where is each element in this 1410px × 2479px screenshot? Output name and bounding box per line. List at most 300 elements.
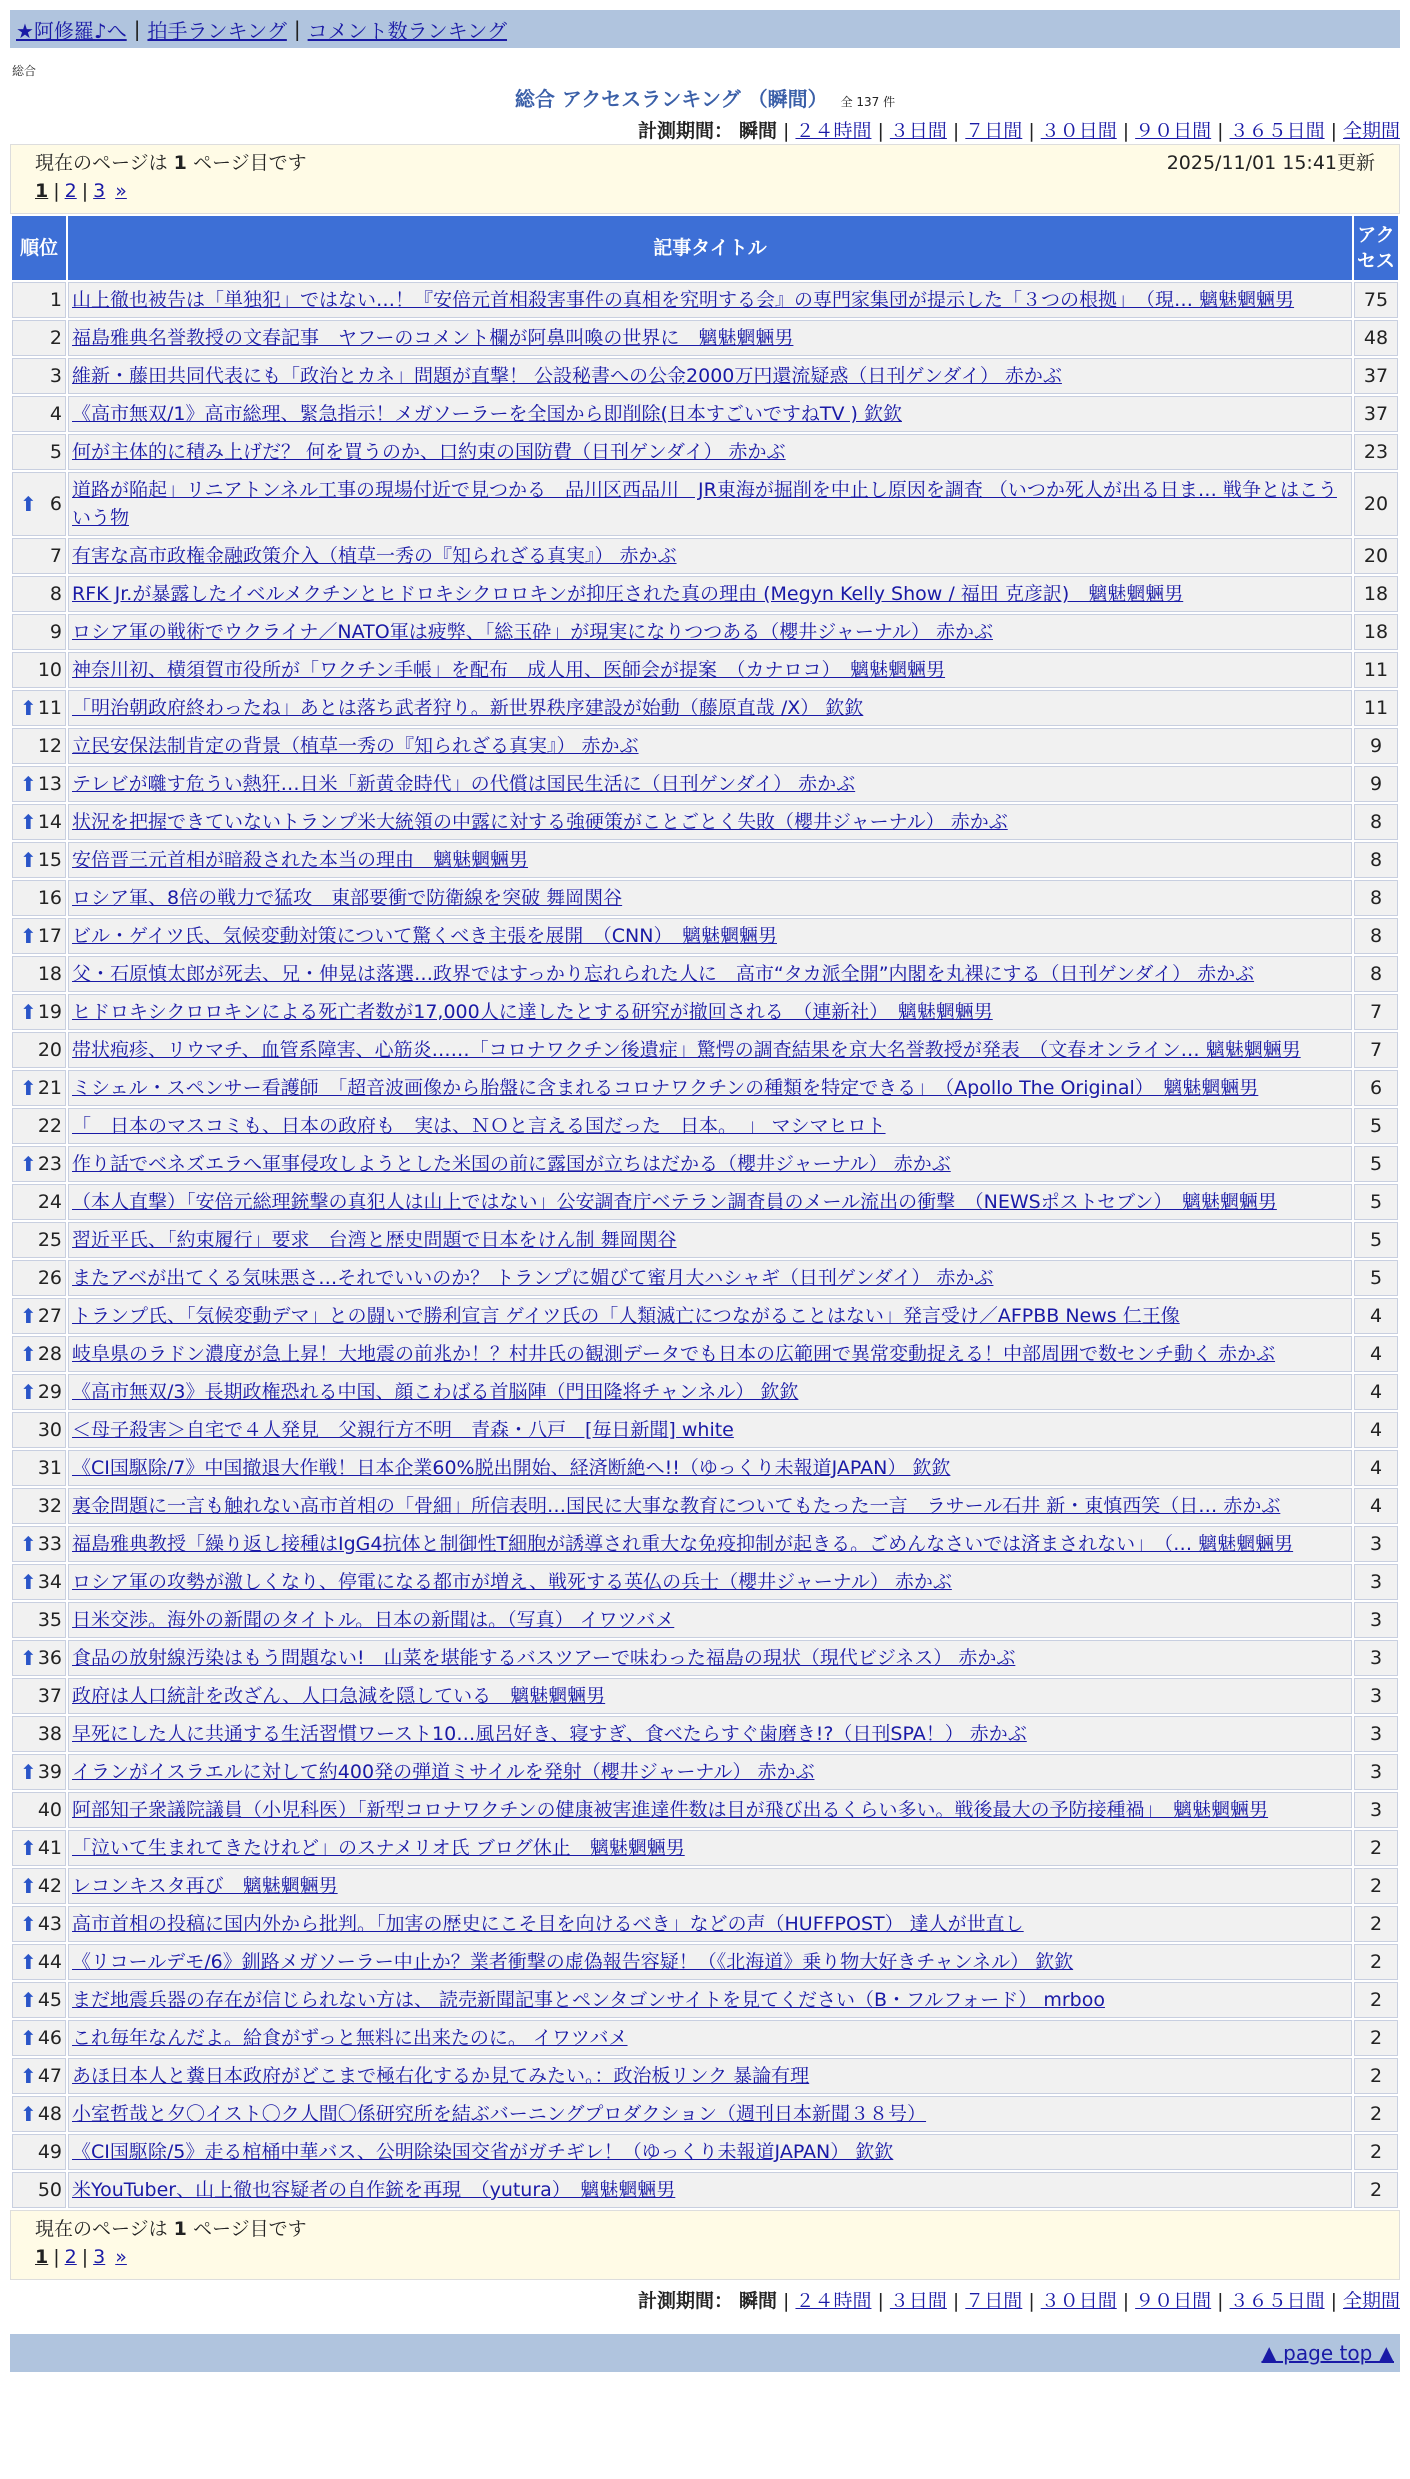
rank-number: 43 [37,1913,62,1935]
article-link[interactable]: 「 日本のマスコミも、日本の政府も 実は、ＮＯと言える国だった 日本。 」 マシマヒロト [72,1115,886,1137]
rank-cell [12,614,66,650]
article-link[interactable]: ロシア軍の攻勢が激しくなり、停電になる都市が増え、戦死する英仏の兵士（櫻井ジャーナル） 赤かぶ [72,1571,952,1593]
rank-up-arrow-icon: ⬆ [20,2102,37,2126]
pagination [35,177,1375,205]
period-separator: | [1028,120,1035,142]
rank-number: 23 [37,1153,62,1175]
title-cell [68,1564,1352,1600]
rank-number: 41 [37,1837,62,1859]
rank-up-arrow-icon: ⬆ [20,1000,37,1024]
table-row [12,1298,1398,1334]
rank-up-arrow-icon: ⬆ [20,1342,37,1366]
access-count: 18 [1354,576,1398,612]
table-row [12,1222,1398,1258]
rank-cell [12,1982,66,2018]
current-page-prefix: 現在のページは [35,2218,168,2240]
rank-cell [12,652,66,688]
title-cell [68,1906,1352,1942]
article-link[interactable]: 《リコールデモ/6》釧路メガソーラー中止か？業者衝撃の虚偽報告容疑！（《北海道》乗り物大好きチャンネル） 欽欽 [72,1951,1074,1973]
rank-cell [12,1260,66,1296]
rank-cell [12,918,66,954]
rank-cell [12,2172,66,2208]
article-link[interactable]: 有害な高市政権金融政策介入（植草一秀の『知られざる真実』） 赤かぶ [72,545,677,567]
article-link[interactable]: 福島雅典教授「繰り返し接種はIgG4抗体と制御性T細胞が誘導され重大な免疫抑制が起きる。ごめんなさいでは済まされない」 （… 魑魅魍魎男 [72,1533,1294,1555]
rank-cell [12,2096,66,2132]
article-link[interactable]: 道路が陥起」リニアトンネル工事の現場付近で見つかる 品川区西品川 JR東海が掘削を中止し原因を調査 （いつか死人が出る日ま… 戦争とはこういう物 [72,479,1337,529]
rank-cell [12,320,66,356]
rank-cell [12,1374,66,1410]
access-count: 3 [1354,1792,1398,1828]
bottom-bar [10,2334,1400,2372]
ranking-table [10,214,1400,2210]
article-link[interactable]: またアベが出てくる気味悪さ…それでいいのか？ トランプに媚びて蜜月大ハシャギ（日刊ゲンダイ） 赤かぶ [72,1267,994,1289]
rank-cell [12,1792,66,1828]
rank-cell [12,690,66,726]
period-option[interactable]: ３日間 [889,120,947,142]
title-cell [68,1450,1352,1486]
title-cell [68,1982,1352,2018]
rank-up-arrow-icon: ⬆ [20,1988,37,2012]
rank-number: 28 [37,1343,62,1365]
rank-number: 9 [49,621,62,643]
pager-page: 1 [35,2246,49,2268]
access-count: 48 [1354,320,1398,356]
rank-cell [12,1488,66,1524]
period-option[interactable]: ２４時間 [795,120,872,142]
period-separator: | [1028,2290,1035,2312]
rank-number: 19 [37,1001,62,1023]
title-cell [68,1678,1352,1714]
title-cell [68,434,1352,470]
access-count: 9 [1354,766,1398,802]
title-cell [68,1146,1352,1182]
period-separator: | [952,120,960,142]
pager-page[interactable]: 3 [93,2246,106,2268]
article-link[interactable]: （本人直撃）「安倍元総理銃撃の真犯人は山上ではない」公安調査庁ベテラン調査員のメール流出の衝撃 （NEWSポストセブン） 魑魅魍魎男 [72,1191,1277,1213]
table-row [12,1678,1398,1714]
article-link[interactable]: 《CI国駆除/5》走る棺桶中華バス、公明除染国交省がガチギレ！（ゆっくり未報道JAPAN） 欽欽 [72,2141,894,2163]
period-option[interactable]: ３０日間 [1040,2290,1117,2312]
pager-page[interactable]: 2 [64,2246,77,2268]
article-link[interactable]: 《高市無双/3》長期政権恐れる中国、顔こわばる首脳陣（門田隆将チャンネル） 欽欽 [72,1381,799,1403]
rank-cell [12,1640,66,1676]
rank-number: 42 [37,1875,62,1897]
article-link[interactable]: 小室哲哉と夕〇イスト〇ク人間〇係研究所を結ぶバーニングプロダクション（週刊日本新聞３８号） [72,2103,927,2125]
access-count: 2 [1354,2172,1398,2208]
rank-cell [12,1146,66,1182]
rank-number: 18 [37,963,62,985]
article-link[interactable]: 安倍晋三元首相が暗殺された本当の理由 魑魅魍魎男 [72,849,529,871]
rank-up-arrow-icon: ⬆ [20,2026,37,2050]
page-title-text: 総合 アクセスランキング （瞬間） [514,87,828,111]
period-option[interactable]: ９０日間 [1135,120,1212,142]
article-link[interactable]: 《CI国駆除/7》中国撤退大作戦！日本企業60%脱出開始、経済断絶へ!!（ゆっくり未報道JAPAN） 欽欽 [72,1457,951,1479]
article-link[interactable]: 食品の放射線汚染はもう問題ない! 山菜を堪能するバスツアーで味わった福島の現状（現代ビジネス） 赤かぶ [72,1647,1016,1669]
rank-number: 7 [49,545,62,567]
period-option[interactable]: ３０日間 [1040,120,1117,142]
rank-number: 2 [49,327,62,349]
title-cell [68,690,1352,726]
rank-cell [12,728,66,764]
rank-number: 1 [49,289,62,311]
rank-cell [12,1868,66,1904]
pager-page[interactable]: 2 [64,180,77,202]
table-row [12,1374,1398,1410]
table-row [12,918,1398,954]
current-page-suffix: ページ目です [192,152,307,174]
rank-up-arrow-icon: ⬆ [20,1760,37,1784]
rank-number: 24 [37,1191,62,1213]
rank-up-arrow-icon: ⬆ [20,924,37,948]
rank-number: 30 [37,1419,62,1441]
title-cell [68,1222,1352,1258]
table-row [12,728,1398,764]
rank-cell [12,804,66,840]
applause-ranking-link[interactable]: 拍手ランキング [147,18,287,43]
pager-next[interactable]: » [115,180,127,202]
period-separator: | [1217,2290,1224,2312]
article-link[interactable]: 福島雅典名誉教授の文春記事 ヤフーのコメント欄が阿鼻叫喚の世界に 魑魅魍魎男 [72,327,794,349]
nav-separator: | [293,17,301,41]
rank-up-arrow-icon: ⬆ [20,1380,37,1404]
access-count: 7 [1354,994,1398,1030]
access-count: 5 [1354,1146,1398,1182]
access-count: 4 [1354,1336,1398,1372]
access-count: 3 [1354,1754,1398,1790]
current-page-text [35,2215,307,2243]
rank-cell [12,1716,66,1752]
article-link[interactable]: 神奈川初、横須賀市役所が「ワクチン手帳」を配布 成人用、医師会が提案 （カナロコ） 魑魅魍魎男 [72,659,946,681]
title-cell [68,1374,1352,1410]
period-option[interactable]: ３６５日間 [1229,2290,1325,2312]
title-cell [68,1184,1352,1220]
title-cell [68,1488,1352,1524]
rank-cell [12,1944,66,1980]
access-count: 4 [1354,1374,1398,1410]
article-link[interactable]: 立民安保法制肯定の背景（植草一秀の『知られざる真実』） 赤かぶ [72,735,639,757]
rank-number: 45 [37,1989,62,2011]
table-row [12,880,1398,916]
article-link[interactable]: 高市首相の投稿に国内外から批判。「加害の歴史にこそ目を向けるべき」などの声（HUFFPOST） 達人が世直し [72,1913,1024,1935]
title-cell [68,994,1352,1030]
access-count: 8 [1354,842,1398,878]
rank-cell [12,880,66,916]
rank-cell [12,1070,66,1106]
rank-cell [12,1754,66,1790]
rank-number: 35 [37,1609,62,1631]
table-row [12,1830,1398,1866]
table-row [12,842,1398,878]
table-row [12,1716,1398,1752]
title-cell [68,614,1352,650]
rank-cell [12,282,66,318]
article-link[interactable]: 米YouTuber、山上徹也容疑者の自作銃を再現 （yutura） 魑魅魍魎男 [72,2179,676,2201]
article-link[interactable]: トランプ氏、「気候変動デマ」との闘いで勝利宣言 ゲイツ氏の「人類滅亡につながることはない」発言受け／AFPBB News 仁王像 [72,1305,1180,1327]
access-count: 37 [1354,396,1398,432]
table-row [12,2172,1398,2208]
period-option[interactable]: ７日間 [965,120,1023,142]
article-link[interactable]: RFK Jr.が暴露したイベルメクチンとヒドロキシクロロキンが抑圧された真の理由 (Megyn Kelly Show / 福田 克彦訳) 魑魅魍魎男 [72,583,1184,605]
rank-number: 40 [37,1799,62,1821]
access-count: 6 [1354,1070,1398,1106]
rank-number: 22 [37,1115,62,1137]
article-link[interactable]: ロシア軍の戦術でウクライナ／NATO軍は疲弊、「総玉砕」が現実になりつつある（櫻井ジャーナル） 赤かぶ [72,621,993,643]
period-label: 計測期間： [637,120,733,142]
table-row [12,1070,1398,1106]
article-link[interactable]: ＜母子殺害＞自宅で４人発見 父親行方不明 青森・八戸 [毎日新聞] white [72,1419,734,1441]
article-link[interactable]: 阿部知子衆議院議員（小児科医）「新型コロナワクチンの健康被害進達件数は目が飛び出るくらい多い。戦後最大の予防接種禍」 魑魅魍魎男 [72,1799,1269,1821]
period-separator: | [952,2290,960,2312]
article-link[interactable]: イランがイスラエルに対して約400発の弾道ミサイルを発射（櫻井ジャーナル） 赤かぶ [72,1761,815,1783]
table-row [12,1640,1398,1676]
article-link[interactable]: ミシェル・スペンサー看護師 「超音波画像から胎盤に含まれるコロナワクチンの種類を特定できる」 （Apollo The Original） 魑魅魍魎男 [72,1077,1259,1099]
table-row [12,2020,1398,2056]
title-cell [68,2172,1352,2208]
period-option[interactable]: ９０日間 [1135,2290,1212,2312]
page-top-link[interactable]: ▲ page top ▲ [1261,2341,1394,2365]
access-count: 23 [1354,434,1398,470]
rank-number: 48 [37,2103,62,2125]
rank-number: 11 [37,697,62,719]
title-cell [68,1032,1352,1068]
period-option[interactable]: 全期間 [1342,120,1400,142]
column-header-title: 記事タイトル [68,216,1352,280]
table-row [12,358,1398,394]
rank-cell [12,1564,66,1600]
table-header-row [12,216,1398,280]
article-link[interactable]: ビル・ゲイツ氏、気候変動対策について驚くべき主張を展開 （CNN） 魑魅魍魎男 [72,925,777,947]
article-link[interactable]: ヒドロキシクロロキンによる死亡者数が17,000人に達したとする研究が撤回される （連新社） 魑魅魍魎男 [72,1001,993,1023]
rank-cell [12,2020,66,2056]
table-row [12,282,1398,318]
article-link[interactable]: ロシア軍、8倍の戦力で猛攻 東部要衝で防衛線を突破 舞岡関谷 [72,887,623,909]
title-cell [68,1070,1352,1106]
title-cell [68,472,1352,536]
pager-next[interactable]: » [115,2246,127,2268]
rank-up-arrow-icon: ⬆ [20,1570,37,1594]
title-cell [68,1336,1352,1372]
table-row [12,1944,1398,1980]
title-cell [68,1298,1352,1334]
comment-ranking-link[interactable]: コメント数ランキング [307,18,508,43]
title-cell [68,358,1352,394]
title-cell [68,956,1352,992]
article-link[interactable]: 父・石原慎太郎が死去、兄・伸晃は落選…政界ではすっかり忘れられた人に 高市“タカ派全開”内閣を丸裸にする（日刊ゲンダイ） 赤かぶ [72,963,1255,985]
article-link[interactable]: 状況を把握できていないトランプ米大統領の中露に対する強硬策がことごとく失敗（櫻井ジャーナル） 赤かぶ [72,811,1008,833]
period-option[interactable]: ３日間 [889,2290,947,2312]
article-link[interactable]: あほ日本人と糞日本政府がどこまで極右化するか見てみたい。：政治板リンク 暴論有理 [72,2065,810,2087]
access-count: 20 [1354,472,1398,536]
rank-cell [12,1906,66,1942]
access-count: 9 [1354,728,1398,764]
pager-separator: | [53,2246,60,2268]
table-row [12,1412,1398,1448]
rank-number: 29 [37,1381,62,1403]
rank-cell [12,994,66,1030]
article-link[interactable]: 岐阜県のラドン濃度が急上昇！大地震の前兆か！？村井氏の観測データでも日本の広範囲で異常変動捉える！中部周囲で数センチ動く 赤かぶ [72,1343,1276,1365]
title-cell [68,2058,1352,2094]
article-link[interactable]: 《高市無双/1》高市総理、緊急指示！メガソーラーを全国から即削除(日本すごいですねTV ) 欽欽 [72,403,902,425]
access-count: 3 [1354,1564,1398,1600]
period-option[interactable]: ７日間 [965,2290,1023,2312]
rank-cell [12,472,66,536]
rank-number: 10 [37,659,62,681]
access-count: 2 [1354,1830,1398,1866]
period-option[interactable]: ２４時間 [795,2290,872,2312]
article-link[interactable]: 帯状疱疹、リウマチ、血管系障害、心筋炎……「コロナワクチン後遺症」驚愕の調査結果を京大名誉教授が発表 （文春オンライン… 魑魅魍魎男 [72,1039,1301,1061]
title-cell [68,576,1352,612]
table-row [12,766,1398,802]
rank-up-arrow-icon: ⬆ [20,1076,37,1100]
rank-number: 17 [37,925,62,947]
title-cell [68,1260,1352,1296]
access-count: 5 [1354,1222,1398,1258]
table-row [12,956,1398,992]
article-link[interactable]: 「明治朝政府終わったね」あとは落ち武者狩り。新世界秩序建設が始動（藤原直哉 /X） 欽欽 [72,697,864,719]
rank-cell [12,2058,66,2094]
article-link[interactable]: 維新・藤田共同代表にも「政治とカネ」問題が直撃！ 公設秘書への公金2000万円還流疑惑（日刊ゲンダイ） 赤かぶ [72,365,1062,387]
table-row [12,1754,1398,1790]
table-row [12,576,1398,612]
access-count: 18 [1354,614,1398,650]
title-cell [68,880,1352,916]
title-cell [68,804,1352,840]
rank-number: 37 [37,1685,62,1707]
table-row [12,1146,1398,1182]
rank-cell [12,358,66,394]
period-selector [10,118,1400,144]
title-cell [68,1868,1352,1904]
title-cell [68,1716,1352,1752]
category-label: 総合 [12,64,37,78]
title-cell [68,538,1352,574]
access-count: 37 [1354,358,1398,394]
current-page-number: 1 [173,2218,187,2240]
access-count: 11 [1354,652,1398,688]
page-title [10,83,1400,112]
rank-number: 36 [37,1647,62,1669]
access-count: 4 [1354,1450,1398,1486]
pager-separator: | [53,180,60,202]
period-separator: | [1217,120,1224,142]
bottom-spacer [10,2372,1400,2392]
period-separator: | [877,2290,884,2312]
rank-number: 3 [49,365,62,387]
article-link[interactable]: テレビが囃す危うい熱狂…日米「新黄金時代」の代償は国民生活に（日刊ゲンダイ） 赤かぶ [72,773,856,795]
article-link[interactable]: レコンキスタ再び 魑魅魍魎男 [72,1875,338,1897]
article-link[interactable]: 日米交渉。海外の新聞のタイトル。日本の新聞は。（写真） イワツバメ [72,1609,675,1631]
rank-number: 33 [37,1533,62,1555]
access-count: 4 [1354,1488,1398,1524]
article-link[interactable]: 「泣いて生まれてきたけれど」のスナメリオ氏 ブログ休止 魑魅魍魎男 [72,1837,685,1859]
article-link[interactable]: 何が主体的に積み上げだ？ 何を買うのか、口約束の国防費（日刊ゲンダイ） 赤かぶ [72,441,786,463]
rank-cell [12,576,66,612]
rank-up-arrow-icon: ⬆ [20,1152,37,1176]
table-row [12,1032,1398,1068]
rank-up-arrow-icon: ⬆ [20,1646,37,1670]
article-link[interactable]: 山上徹也被告は「単独犯」ではない…！『安倍元首相殺害事件の真相を究明する会』の専門家集団が提示した「３つの根拠」 （現… 魑魅魍魎男 [72,289,1295,311]
access-count: 3 [1354,1602,1398,1638]
rank-up-arrow-icon: ⬆ [20,696,37,720]
access-count: 8 [1354,956,1398,992]
access-count: 2 [1354,2058,1398,2094]
access-count: 3 [1354,1716,1398,1752]
current-page-suffix: ページ目です [192,2218,307,2240]
title-cell [68,766,1352,802]
rank-cell [12,2134,66,2170]
rank-up-arrow-icon: ⬆ [20,810,37,834]
article-link[interactable]: 政府は人口統計を改ざん、人口急減を隠している 魑魅魍魎男 [72,1685,606,1707]
article-link[interactable]: まだ地震兵器の存在が信じられない方は、 読売新聞記事とペンタゴンサイトを見てください（B・フルフォード） mrboo [72,1989,1105,2011]
rank-number: 12 [37,735,62,757]
access-count: 4 [1354,1298,1398,1334]
table-row [12,2134,1398,2170]
current-page-prefix: 現在のページは [35,152,168,174]
pager-page[interactable]: 3 [93,180,106,202]
article-link[interactable]: 早死にした人に共通する生活習慣ワースト10…風呂好き、寝すぎ、食べたらすぐ歯磨き!?（日刊SPA！） 赤かぶ [72,1723,1027,1745]
rank-up-arrow-icon: ⬆ [20,1304,37,1328]
access-count: 2 [1354,1982,1398,2018]
period-separator: | [1330,2290,1337,2312]
rank-number: 25 [37,1229,62,1251]
page-info-top [10,144,1400,214]
rank-header-text: 順位 [20,237,59,259]
period-option[interactable]: ３６５日間 [1229,120,1325,142]
title-cell [68,320,1352,356]
rank-number: 50 [37,2179,62,2201]
access-count: 8 [1354,918,1398,954]
table-row [12,1564,1398,1600]
rank-number: 34 [37,1571,62,1593]
access-count: 11 [1354,690,1398,726]
title-cell [68,1754,1352,1790]
period-option[interactable]: 全期間 [1342,2290,1400,2312]
rank-number: 8 [49,583,62,605]
table-row [12,1260,1398,1296]
access-count: 3 [1354,1678,1398,1714]
access-count: 5 [1354,1260,1398,1296]
article-link[interactable]: これ毎年なんだよ。給食がずっと無料に出来たのに。 イワツバメ [72,2027,628,2049]
table-row [12,1602,1398,1638]
table-row [12,1982,1398,2018]
table-row [12,614,1398,650]
title-cell [68,652,1352,688]
rank-number: 31 [37,1457,62,1479]
home-link[interactable]: ★阿修羅♪へ [16,18,127,43]
title-cell [68,1944,1352,1980]
rank-number: 14 [37,811,62,833]
page-info-bottom [10,2210,1400,2280]
rank-cell [12,956,66,992]
rank-up-arrow-icon: ⬆ [20,1874,37,1898]
rank-number: 6 [49,493,62,515]
rank-number: 39 [37,1761,62,1783]
access-count: 4 [1354,1412,1398,1448]
table-row [12,690,1398,726]
access-count: 20 [1354,538,1398,574]
column-header-rank [12,216,66,280]
rank-number: 4 [49,403,62,425]
article-link[interactable]: 作り話でベネズエラへ軍事侵攻しようとした米国の前に露国が立ちはだかる（櫻井ジャーナル） 赤かぶ [72,1153,951,1175]
table-row [12,472,1398,536]
title-cell [68,1830,1352,1866]
rank-cell [12,396,66,432]
title-cell [68,2134,1352,2170]
rank-number: 13 [37,773,62,795]
period-separator: | [783,2290,790,2312]
article-link[interactable]: 裏金問題に一言も触れない高市首相の「骨細」所信表明…国民に大事な教育についてもたった一言 ラサール石井 新・東慎西笑（日… 赤かぶ [72,1495,1281,1517]
article-link[interactable]: 習近平氏、「約束履行」要求 台湾と歴史問題で日本をけん制 舞岡関谷 [72,1229,677,1251]
